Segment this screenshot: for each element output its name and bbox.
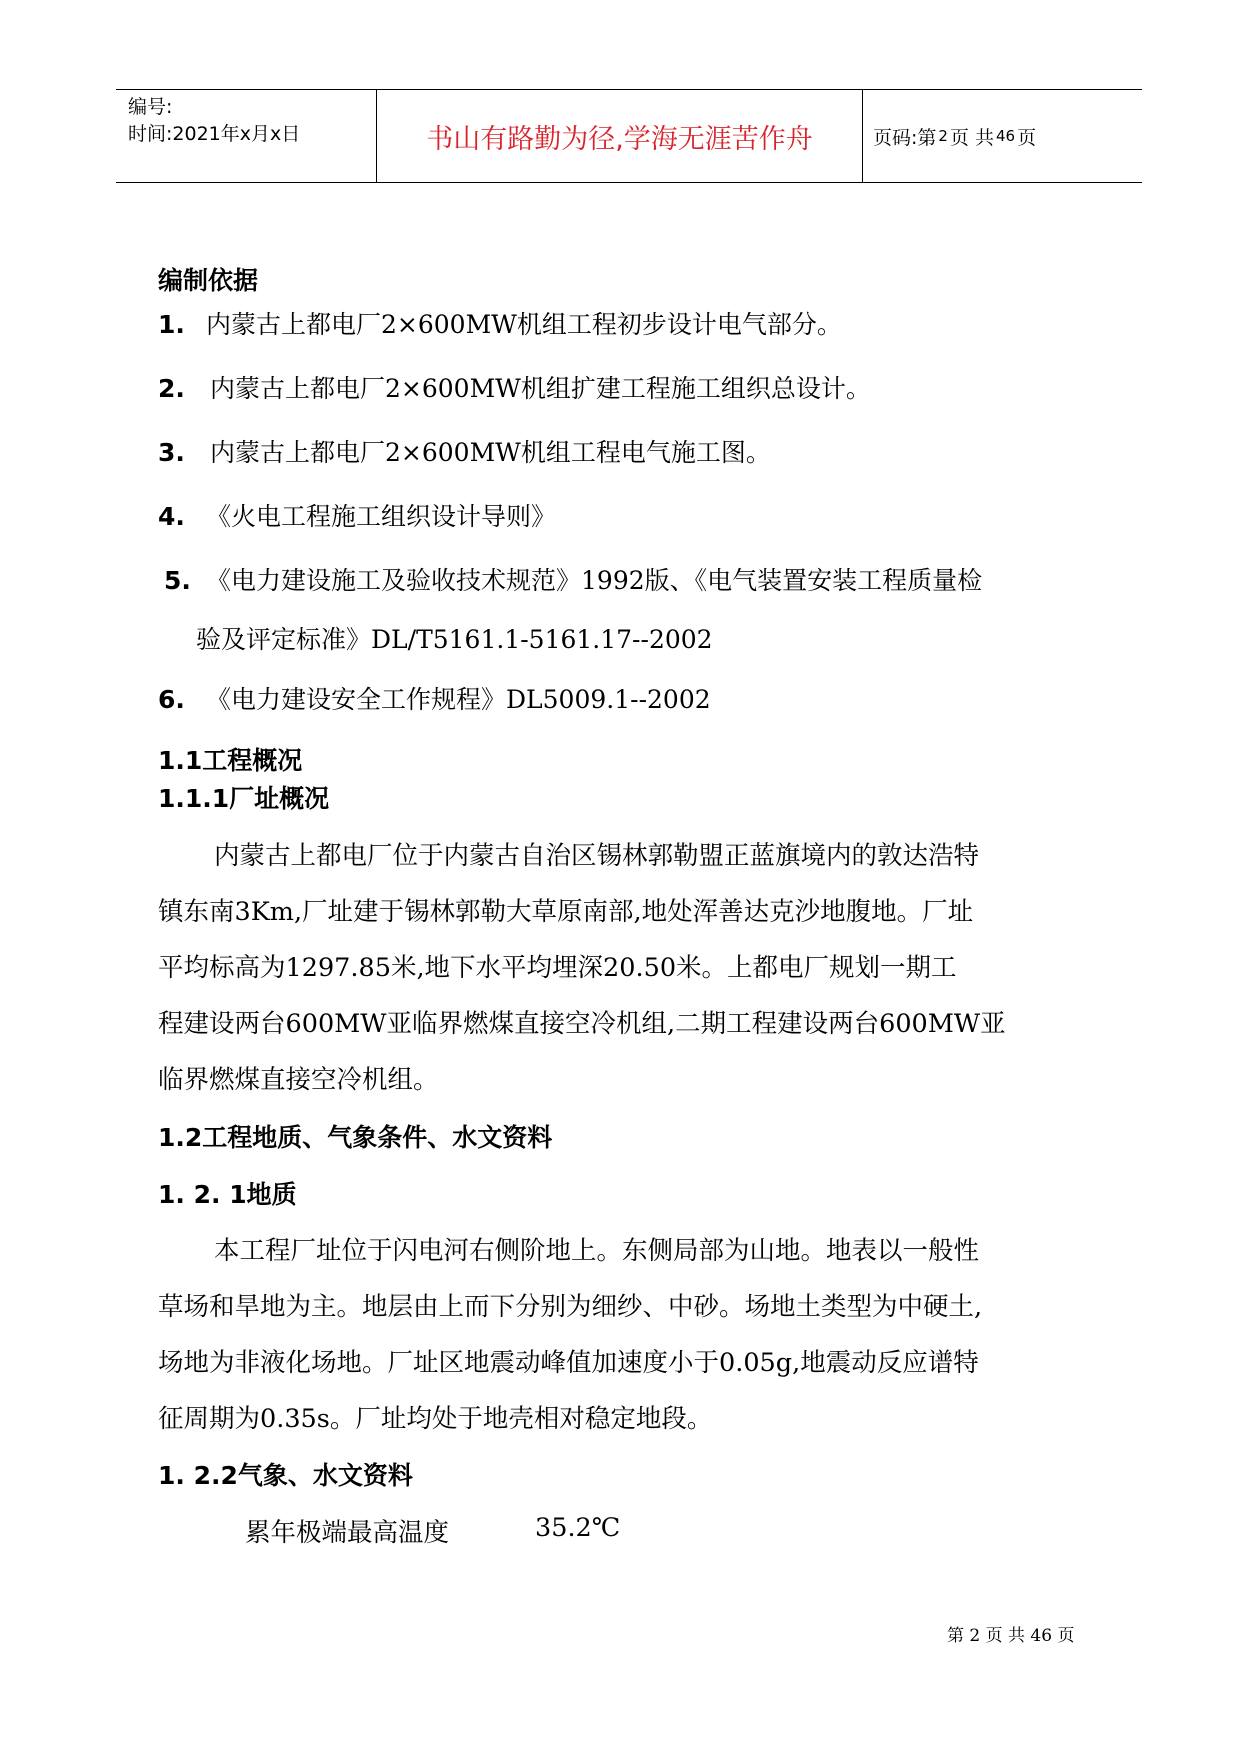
basis-item [158, 305, 842, 341]
header-divider [862, 90, 863, 182]
subsection-heading: 1.1.1厂址概况 [158, 784, 330, 813]
header-page-total: 46 [996, 127, 1016, 145]
basis-item-text: 验及评定标准》DL/T5161.1-5161.17--2002 [196, 625, 713, 654]
paragraph-line: 程建设两台600MW亚临界燃煤直接空冷机组,二期工程建设两台600MW亚 [158, 1009, 1006, 1039]
basis-item-number: 2. [158, 374, 185, 403]
section-heading: 1.2工程地质、气象条件、水文资料 [158, 1123, 553, 1152]
header-page-mid: 页 共 [949, 126, 994, 149]
basis-item-number: 5. [164, 566, 191, 595]
paragraph-line: 平均标高为1297.85米,地下水平均埋深20.50米。上都电厂规划一期工 [158, 953, 957, 983]
basis-item [164, 561, 982, 597]
paragraph-line: 临界燃煤直接空冷机组。 [158, 1065, 439, 1095]
document-header [116, 89, 1142, 183]
basis-item [158, 369, 871, 405]
page-footer: 第 2 页 共 46 页 [947, 1626, 1075, 1646]
basis-item [158, 680, 711, 716]
paragraph-line: 镇东南3Km,厂址建于锡林郭勒大草原南部,地处浑善达克沙地腹地。厂址 [158, 897, 974, 927]
basis-heading: 编制依据 [158, 266, 259, 295]
basis-item-text: 《电力建设施工及验收技术规范》1992版、《电气装置安装工程质量检 [206, 566, 983, 595]
paragraph-line: 草场和旱地为主。地层由上而下分别为细纱、中砂。场地土类型为中硬土, [158, 1292, 983, 1322]
header-page-current: 2 [938, 127, 948, 145]
subsection-heading: 1. 2. 1地质 [158, 1180, 297, 1209]
weather-label: 累年极端最高温度 [245, 1518, 450, 1548]
basis-item [158, 433, 771, 469]
paragraph-line: 内蒙古上都电厂位于内蒙古自治区锡林郭勒盟正蓝旗境内的敦达浩特 [214, 841, 980, 871]
paragraph-line: 本工程厂址位于闪电河右侧阶地上。东侧局部为山地。地表以一般性 [214, 1236, 980, 1266]
header-number-label: 编号: [128, 96, 173, 118]
header-motto: 书山有路勤为径,学海无涯苦作舟 [426, 123, 813, 155]
basis-item [158, 497, 556, 533]
weather-value: 35.2℃ [535, 1513, 621, 1543]
header-meta [128, 94, 372, 148]
basis-item-text: 《火电工程施工组织设计导则》 [206, 502, 557, 531]
basis-item-continuation [196, 620, 713, 656]
paragraph-line: 征周期为0.35s。厂址均处于地壳相对稳定地段。 [158, 1404, 713, 1434]
paragraph-line: 场地为非液化场地。厂址区地震动峰值加速度小于0.05g,地震动反应谱特 [158, 1348, 979, 1378]
header-time-label: 时间:2021年x月x日 [128, 123, 301, 145]
basis-item-text: 《电力建设安全工作规程》DL5009.1--2002 [206, 685, 711, 714]
subsection-heading: 1. 2.2气象、水文资料 [158, 1461, 413, 1490]
basis-item-number: 4. [158, 502, 185, 531]
header-page-info [873, 90, 1036, 182]
header-page-suffix: 页 [1017, 126, 1037, 149]
header-page-prefix: 页码:第 [873, 126, 937, 149]
basis-item-text: 内蒙古上都电厂2×600MW机组扩建工程施工组织总设计。 [210, 374, 871, 403]
basis-item-text: 内蒙古上都电厂2×600MW机组工程电气施工图。 [210, 438, 771, 467]
basis-item-number: 6. [158, 685, 185, 714]
basis-item-number: 3. [158, 438, 185, 467]
basis-item-number: 1. [158, 310, 185, 339]
section-heading: 1.1工程概况 [158, 746, 303, 775]
basis-item-text: 内蒙古上都电厂2×600MW机组工程初步设计电气部分。 [206, 310, 842, 339]
